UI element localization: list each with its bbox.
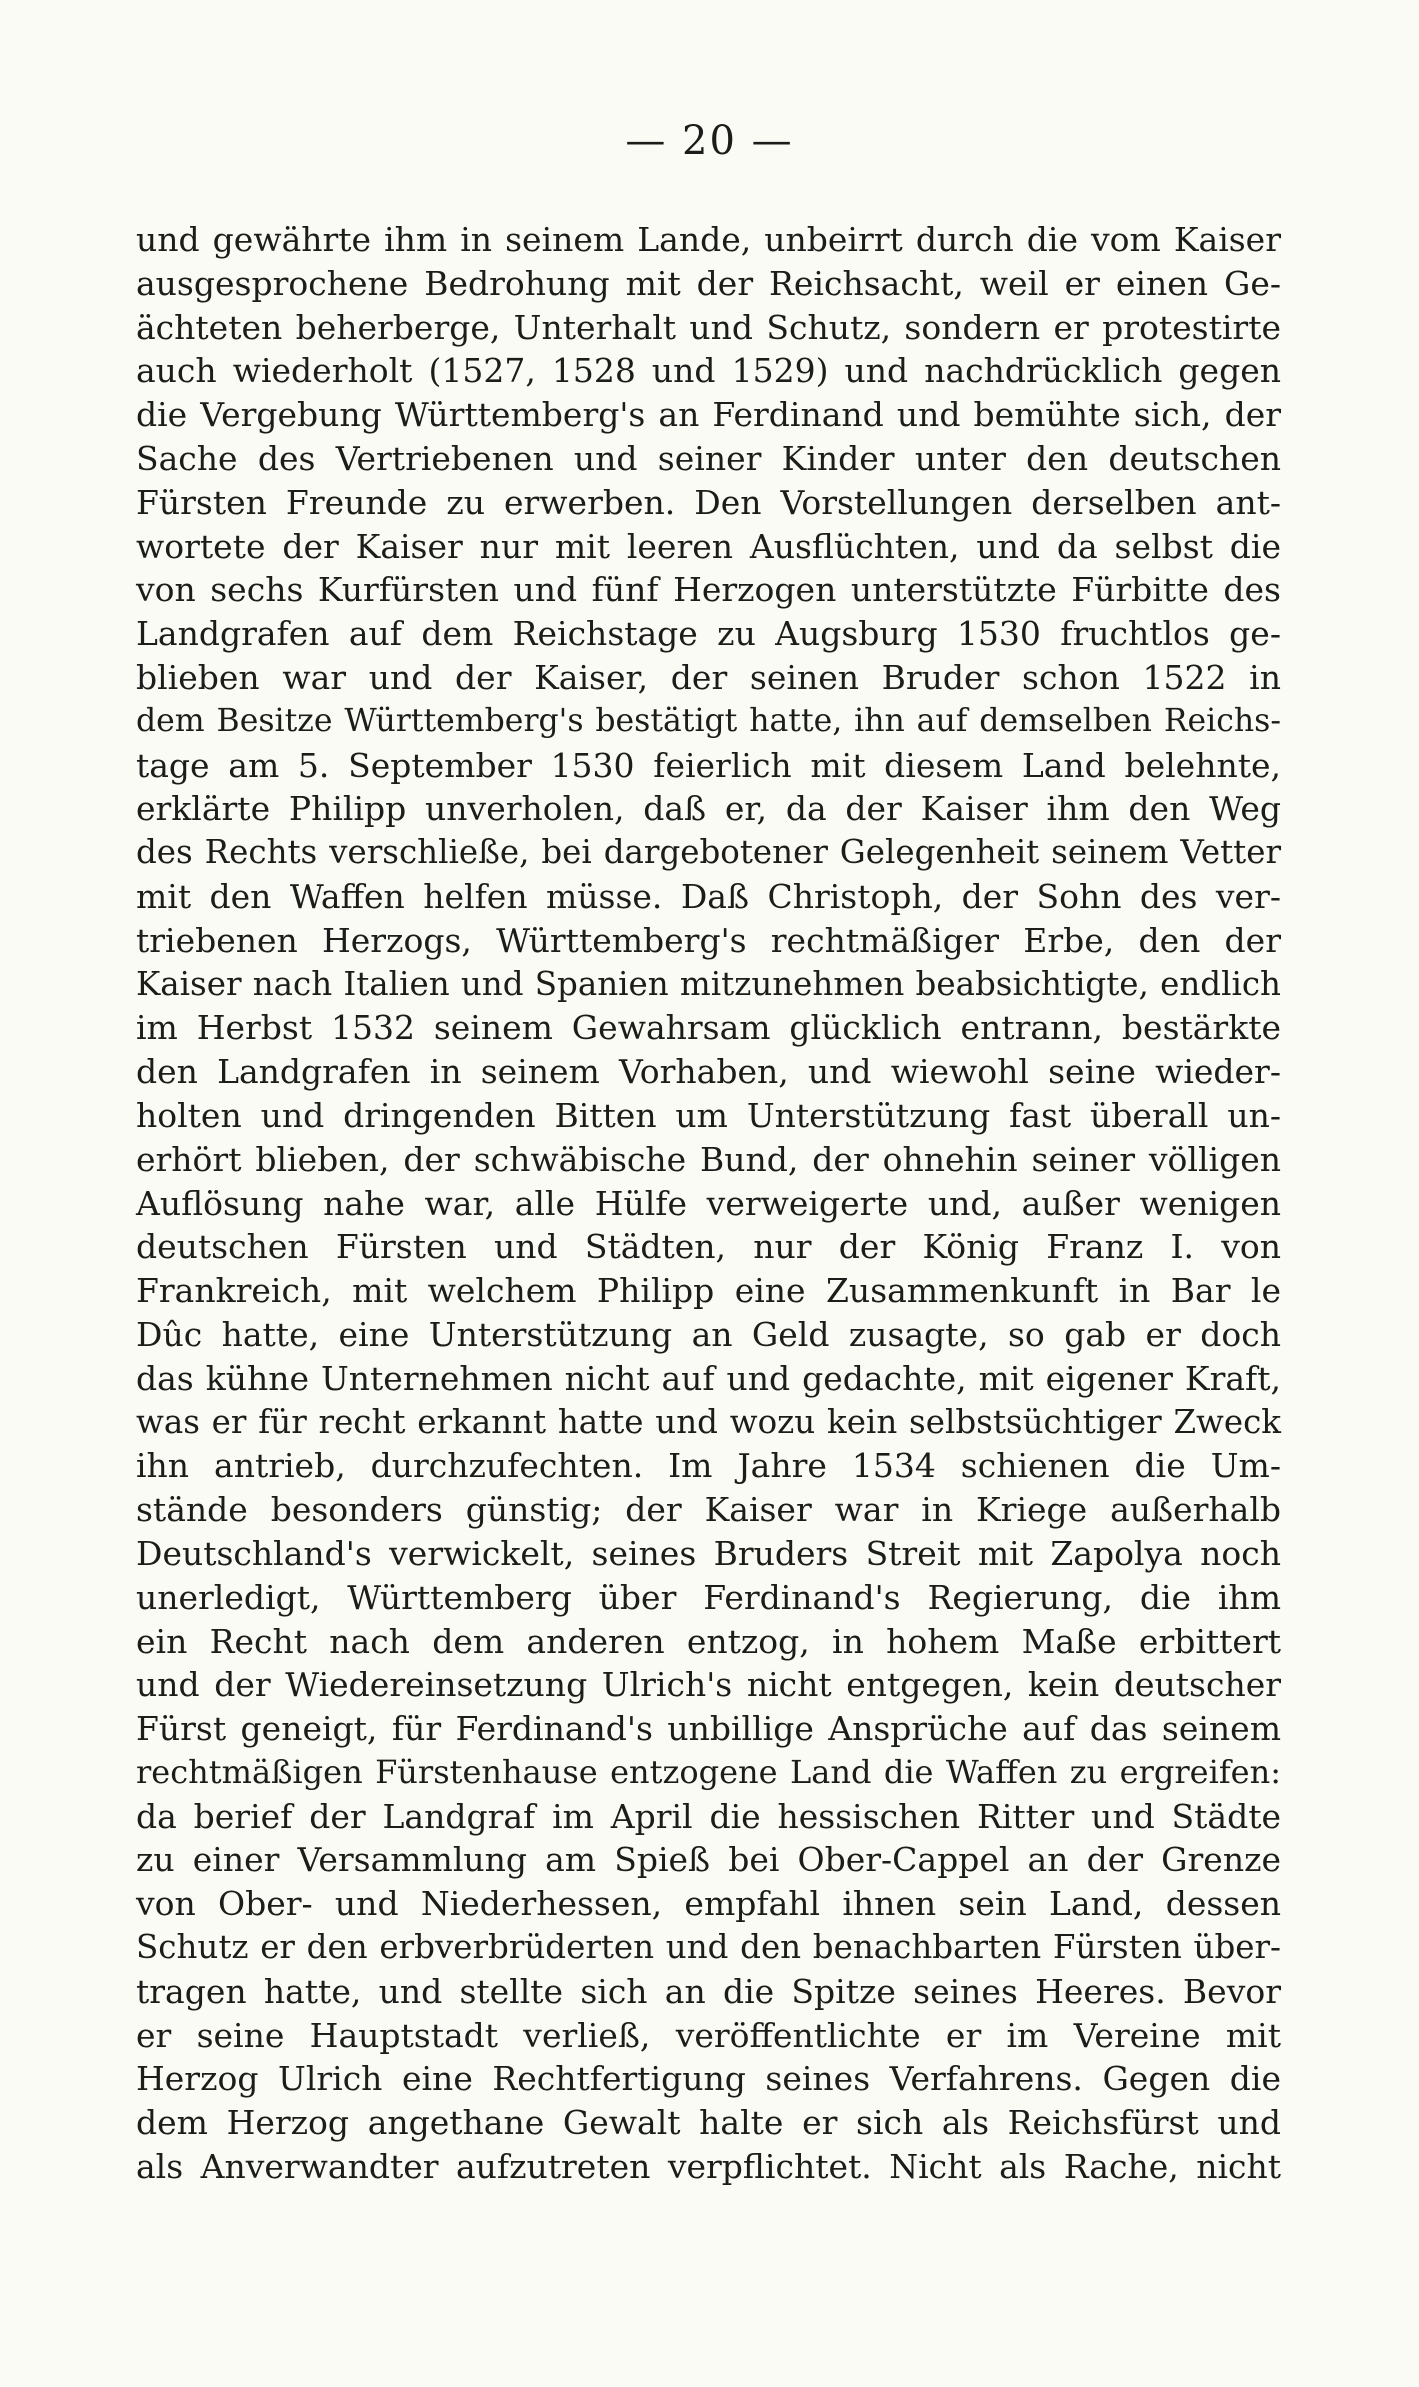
text-line: ächteten beherberge, Unterhalt und Schutz, sondern er protestirte — [136, 307, 1281, 347]
text-line: mit den Waffen helfen müsse. Daß Christoph, der Sohn des ver- — [136, 876, 1281, 916]
text-line: erklärte Philipp unverholen, daß er, da der Kaiser ihm den Weg — [136, 789, 1281, 829]
text-line: ausgesprochene Bedrohung mit der Reichsacht, weil er einen Ge- — [136, 263, 1281, 303]
text-line: triebenen Herzogs, Württemberg's rechtmäßiger Erbe, den der — [136, 920, 1281, 960]
text-line: holten und dringenden Bitten um Unterstützung fast überall un- — [136, 1095, 1281, 1135]
text-line: Schutz er den erbverbrüderten und den benachbarten Fürsten über- — [136, 1928, 1281, 1967]
body-text — [136, 218, 1281, 2189]
text-line: des Rechts verschließe, bei dargebotener Gelegenheit seinem Vetter — [136, 833, 1281, 872]
text-line: als Anverwandter aufzutreten verpflichtet. Nicht als Rache, nicht — [136, 2147, 1281, 2187]
page-number-header: — 20 — — [625, 118, 794, 164]
text-line: er seine Hauptstadt verließ, veröffentlichte er im Vereine mit — [136, 2015, 1281, 2055]
text-line: Fürsten Freunde zu erwerben. Den Vorstellungen derselben ant- — [136, 482, 1281, 522]
text-line: dem Herzog angethane Gewalt halte er sich als Reichsfürst und — [136, 2103, 1281, 2143]
text-line: da berief der Landgraf im April die hessischen Ritter und Städte — [136, 1796, 1281, 1836]
text-line: Kaiser nach Italien und Spanien mitzunehmen beabsichtigte, endlich — [136, 964, 1281, 1003]
text-line: im Herbst 1532 seinem Gewahrsam glücklich entrann, bestärkte — [136, 1008, 1281, 1048]
text-line: stände besonders günstig; der Kaiser war in Kriege außerhalb — [136, 1490, 1281, 1530]
text-line: von sechs Kurfürsten und fünf Herzogen unterstützte Fürbitte des — [136, 570, 1281, 610]
text-line: Dûc hatte, eine Unterstützung an Geld zusagte, so gab er doch — [136, 1314, 1281, 1354]
text-line: Auflösung nahe war, alle Hülfe verweigerte und, außer wenigen — [136, 1183, 1281, 1223]
text-line: was er für recht erkannt hatte und wozu kein selbstsüchtiger Zweck — [136, 1402, 1281, 1441]
text-line: unerledigt, Württemberg über Ferdinand's Regierung, die ihm — [136, 1577, 1281, 1617]
text-line: blieben war und der Kaiser, der seinen Bruder schon 1522 in — [136, 657, 1281, 697]
text-line: ein Recht nach dem anderen entzog, in hohem Maße erbittert — [136, 1621, 1281, 1661]
text-line: den Landgrafen in seinem Vorhaben, und wiewohl seine wieder- — [136, 1052, 1281, 1092]
text-line: und gewährte ihm in seinem Lande, unbeirrt durch die vom Kaiser — [136, 220, 1281, 259]
text-line: das kühne Unternehmen nicht auf und gedachte, mit eigener Kraft, — [136, 1358, 1281, 1398]
text-line: zu einer Versammlung am Spieß bei Ober-Cappel an der Grenze — [136, 1840, 1281, 1880]
text-line: ihn antrieb, durchzufechten. Im Jahre 1534 schienen die Um- — [136, 1446, 1281, 1486]
text-line: wortete der Kaiser nur mit leeren Ausflüchten, und da selbst die — [136, 526, 1281, 566]
text-line: auch wiederholt (1527, 1528 und 1529) und nachdrücklich gegen — [136, 351, 1281, 391]
text-line: tage am 5. September 1530 feierlich mit diesem Land belehnte, — [136, 745, 1281, 785]
text-line: erhört blieben, der schwäbische Bund, der ohnehin seiner völligen — [136, 1139, 1281, 1179]
text-line: Deutschland's verwickelt, seines Bruders Streit mit Zapolya noch — [136, 1533, 1281, 1573]
text-line: Herzog Ulrich eine Rechtfertigung seines Verfahrens. Gegen die — [136, 2059, 1281, 2099]
text-line: die Vergebung Württemberg's an Ferdinand und bemühte sich, der — [136, 395, 1281, 435]
text-line: Fürst geneigt, für Ferdinand's unbillige Ansprüche auf das seinem — [136, 1709, 1281, 1749]
text-line: Frankreich, mit welchem Philipp eine Zusammenkunft in Bar le — [136, 1271, 1281, 1311]
text-line: und der Wiedereinsetzung Ulrich's nicht entgegen, kein deutscher — [136, 1665, 1281, 1705]
text-line: von Ober- und Niederhessen, empfahl ihnen sein Land, dessen — [136, 1884, 1281, 1924]
text-line: tragen hatte, und stellte sich an die Spitze seines Heeres. Bevor — [136, 1971, 1281, 2011]
text-line: Sache des Vertriebenen und seiner Kinder unter den deutschen — [136, 438, 1281, 478]
text-line: dem Besitze Württemberg's bestätigt hatte, ihn auf demselben Reichs- — [136, 702, 1281, 739]
text-line: deutschen Fürsten und Städten, nur der König Franz I. von — [136, 1227, 1281, 1267]
text-line: rechtmäßigen Fürstenhause entzogene Land die Waffen zu ergreifen: — [136, 1752, 1281, 1791]
text-line: Landgrafen auf dem Reichstage zu Augsburg 1530 fruchtlos ge- — [136, 614, 1281, 654]
